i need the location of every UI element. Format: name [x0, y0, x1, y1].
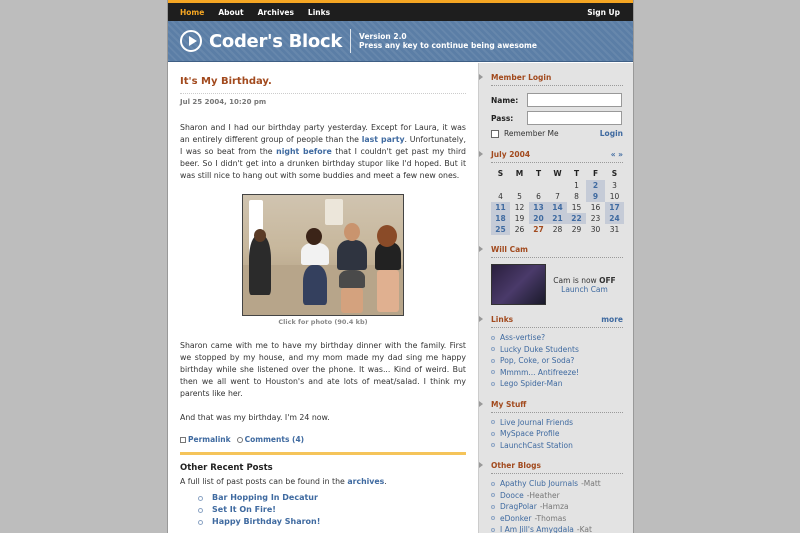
- mystuff-item[interactable]: [491, 428, 623, 440]
- night-before-link[interactable]: night before: [276, 147, 332, 156]
- calendar-day[interactable]: 24: [605, 213, 624, 224]
- name-field[interactable]: [527, 93, 622, 107]
- recent-posts-list: [198, 492, 466, 528]
- bullet-icon: [491, 516, 495, 520]
- calendar-day: 19: [514, 214, 525, 223]
- calendar-day-header: S: [497, 169, 504, 178]
- text: Sharon and I had our birthday party yesterday. Except for Laura, it was an entirely different group of people than the: [180, 123, 466, 144]
- calendar-day: 16: [590, 203, 601, 212]
- bullet-icon: [491, 370, 495, 374]
- blog-item[interactable]: [491, 501, 623, 513]
- blog-item[interactable]: [491, 513, 623, 525]
- bullet-icon: [491, 493, 495, 497]
- section-divider: [180, 452, 466, 455]
- list-item[interactable]: [198, 504, 466, 516]
- link-text[interactable]: Ass-vertise?: [500, 333, 546, 342]
- nav-links[interactable]: Links: [307, 7, 331, 17]
- links-item[interactable]: [491, 378, 623, 390]
- more-link[interactable]: more: [601, 315, 623, 324]
- calendar-day[interactable]: 25: [491, 224, 510, 235]
- text: that I couldn't get past my third beer. So I didn't get into a drunken birthday stupor like I'd hoped. But it was still nice to hang out with some buddies and meet a few new ones.: [180, 147, 466, 180]
- calendar-day: 7: [555, 192, 560, 201]
- bullet-icon: [491, 528, 495, 532]
- calendar-week: [491, 191, 624, 202]
- blog-author: -Kat: [576, 525, 592, 533]
- bullet-icon: [491, 443, 495, 447]
- calendar-day[interactable]: 17: [605, 202, 624, 213]
- calendar-day[interactable]: 9: [586, 191, 605, 202]
- site-banner: [168, 21, 633, 62]
- play-circle-icon[interactable]: [180, 30, 202, 52]
- blog-author: -Matt: [581, 479, 601, 488]
- calendar-day[interactable]: 18: [491, 213, 510, 224]
- links-item[interactable]: [491, 332, 623, 344]
- mystuff-list: [491, 417, 623, 452]
- links-item[interactable]: [491, 344, 623, 356]
- comments-link[interactable]: Comments (4): [244, 435, 305, 444]
- launch-cam-link[interactable]: Launch Cam: [561, 284, 608, 294]
- calendar-day[interactable]: 20: [529, 213, 548, 224]
- blog-item[interactable]: [491, 478, 623, 490]
- text: Cam is now: [553, 275, 600, 285]
- mystuff-heading: [491, 400, 623, 413]
- heading-text: My Stuff: [491, 399, 527, 409]
- blogs-block: [491, 461, 623, 533]
- link-text[interactable]: DragPolar: [500, 502, 537, 511]
- calendar-day-header: T: [573, 169, 580, 178]
- comment-icon: [237, 437, 243, 443]
- heading-text: Will Cam: [491, 245, 528, 254]
- links-item[interactable]: [491, 355, 623, 367]
- nav-about[interactable]: About: [218, 7, 244, 17]
- bullet-icon: [491, 382, 495, 386]
- calendar-day: 8: [574, 192, 579, 201]
- calendar-day: [529, 180, 548, 191]
- calendar-day: 31: [609, 225, 620, 234]
- mystuff-block: [491, 400, 623, 452]
- bullet-icon: [491, 482, 495, 486]
- calendar-day[interactable]: 22: [567, 213, 586, 224]
- link-text[interactable]: Apathy Club Journals: [500, 479, 579, 488]
- mystuff-item[interactable]: [491, 417, 623, 429]
- party-photo[interactable]: [242, 194, 404, 316]
- calendar-day: [491, 180, 510, 191]
- bullet-icon: [198, 520, 203, 525]
- willcam-heading: [491, 245, 623, 258]
- calendar-day: 23: [590, 214, 601, 223]
- banner-tagline: [359, 32, 537, 50]
- link-text[interactable]: LaunchCast Station: [500, 440, 573, 450]
- tagline: Press any key to continue being awesome: [359, 41, 537, 50]
- banner-divider: [350, 29, 351, 53]
- heading-text: Other Blogs: [491, 461, 541, 470]
- text: A full list of past posts can be found in the: [180, 477, 348, 486]
- bullet-icon: [491, 432, 495, 436]
- calendar-day-header: F: [592, 169, 599, 178]
- bullet-icon: [491, 347, 495, 351]
- post-date: Jul 25 2004, 10:20 pm: [180, 93, 466, 106]
- post-meta: [180, 435, 466, 444]
- link-text[interactable]: eDonker: [500, 513, 532, 523]
- cam-status: [546, 276, 623, 285]
- password-field[interactable]: [527, 111, 622, 125]
- permalink-link[interactable]: Permalink: [188, 435, 231, 444]
- photo-caption[interactable]: Click for photo (90.4 kb): [278, 318, 368, 326]
- calendar-heading: [491, 150, 623, 163]
- bullet-icon: [491, 336, 495, 340]
- link-text[interactable]: Live Journal Friends: [500, 417, 573, 427]
- login-heading: [491, 73, 623, 86]
- recent-post-link[interactable]: Bar Hopping In Decatur: [212, 493, 318, 502]
- calendar-day[interactable]: 11: [491, 202, 510, 213]
- calendar-week: [491, 213, 624, 224]
- bullet-icon: [198, 508, 203, 513]
- link-text[interactable]: MySpace Profile: [500, 429, 560, 438]
- calendar-day[interactable]: 14: [548, 202, 567, 213]
- willcam-block: [491, 245, 623, 305]
- post-title[interactable]: It's My Birthday.: [180, 76, 272, 87]
- recent-post-link[interactable]: Set It On Fire!: [212, 505, 276, 514]
- recent-posts-heading: Other Recent Posts: [180, 463, 273, 473]
- calendar-day: 12: [514, 203, 525, 212]
- blog-item[interactable]: [491, 490, 623, 502]
- page: [167, 0, 634, 533]
- link-text[interactable]: Pop, Coke, or Soda?: [500, 356, 575, 365]
- last-party-link[interactable]: last party: [361, 135, 405, 144]
- blog-author: -Hamza: [539, 502, 569, 511]
- text: .: [384, 477, 387, 486]
- calendar-block: [491, 150, 623, 235]
- recent-post-link[interactable]: Happy Birthday Sharon!: [212, 517, 321, 526]
- calendar-day-header: T: [535, 169, 542, 178]
- bullet-icon: [198, 496, 203, 501]
- blogs-heading: [491, 461, 623, 474]
- calendar-day: 15: [571, 203, 582, 212]
- calendar-table: [491, 167, 624, 235]
- top-nav-bar: [168, 0, 633, 21]
- link-text[interactable]: I Am Jill's Amygdala: [500, 525, 574, 533]
- links-item[interactable]: [491, 367, 623, 379]
- remember-checkbox[interactable]: [491, 130, 499, 138]
- recent-posts-description: [180, 477, 466, 486]
- site-title[interactable]: Coder's Block: [209, 30, 343, 52]
- calendar-day: 28: [552, 225, 563, 234]
- sidebar: [478, 63, 634, 533]
- bullet-icon: [491, 420, 495, 424]
- main-content: [168, 63, 478, 533]
- status-value: OFF: [599, 275, 616, 285]
- link-text[interactable]: Lucky Duke Students: [500, 344, 579, 354]
- heading-text: Member Login: [491, 73, 552, 82]
- links-heading: [491, 315, 623, 328]
- calendar-day[interactable]: 13: [529, 202, 548, 213]
- list-item[interactable]: [198, 516, 466, 528]
- bullet-icon: [491, 359, 495, 363]
- links-list: [491, 332, 623, 390]
- calendar-day: 27: [533, 225, 544, 234]
- calendar-day-header: S: [611, 169, 618, 178]
- page-icon: [180, 437, 186, 443]
- blog-author: -Heather: [526, 490, 560, 500]
- blog-author: -Thomas: [534, 513, 567, 523]
- version-label: Version 2.0: [359, 32, 407, 41]
- calendar-day: 30: [590, 225, 601, 234]
- heading-text: July 2004: [491, 150, 531, 159]
- calendar-day-header: M: [515, 169, 524, 178]
- name-label: Name:: [491, 95, 519, 105]
- archives-link[interactable]: archives: [347, 477, 385, 486]
- links-block: [491, 315, 623, 390]
- calendar-day: 5: [517, 192, 522, 201]
- pass-label: Pass:: [491, 113, 514, 123]
- calendar-week: [491, 180, 624, 191]
- calendar-day: 10: [609, 192, 620, 201]
- calendar-day[interactable]: 21: [548, 213, 567, 224]
- login-button[interactable]: Login: [599, 129, 623, 138]
- cam-thumbnail[interactable]: [491, 264, 546, 305]
- link-text[interactable]: Lego Spider-Man: [500, 379, 563, 388]
- list-item[interactable]: [198, 492, 466, 504]
- calendar-week: [491, 224, 624, 235]
- calendar-day-header: W: [553, 169, 562, 178]
- blog-item[interactable]: [491, 524, 623, 533]
- calendar-week: [491, 202, 624, 213]
- calendar-day: [548, 180, 567, 191]
- calendar-day: 29: [571, 225, 582, 234]
- remember-label: Remember Me: [504, 129, 559, 138]
- calendar-nav[interactable]: « »: [610, 150, 623, 159]
- nav-home[interactable]: Home: [180, 7, 205, 17]
- calendar-day[interactable]: 2: [586, 180, 605, 191]
- post-paragraph-2: Sharon came with me to have my birthday dinner with the family. First we stopped by my house, and my mom made my dad sing me happy birthday while she listened over the phone. It was... Kind of weird. But then we all went to Houston's and ate lots of meat/salad. I think my parents like her.: [180, 341, 466, 398]
- login-block: [491, 73, 623, 138]
- heading-text: Links: [491, 315, 514, 324]
- post-paragraph-3: And that was my birthday. I'm 24 now.: [180, 413, 330, 422]
- text: . Unfortunately, I was so beat from the: [180, 135, 466, 156]
- bullet-icon: [491, 505, 495, 509]
- link-text[interactable]: Dooce: [500, 490, 524, 500]
- nav-archives[interactable]: Archives: [257, 7, 294, 17]
- calendar-day: 6: [536, 192, 541, 201]
- calendar-day: 3: [612, 181, 617, 190]
- post-paragraph-1: [180, 122, 466, 182]
- calendar-day: 4: [498, 192, 503, 201]
- calendar-day: 1: [574, 181, 579, 190]
- photo-block: [242, 194, 404, 326]
- remember-row: [491, 129, 623, 138]
- link-text[interactable]: Mmmm... Antifreeze!: [500, 367, 580, 377]
- calendar-day: [510, 180, 529, 191]
- mystuff-item[interactable]: [491, 440, 623, 452]
- calendar-day: 26: [514, 225, 525, 234]
- signup-link[interactable]: Sign Up: [587, 7, 620, 17]
- blogs-list: [491, 478, 623, 533]
